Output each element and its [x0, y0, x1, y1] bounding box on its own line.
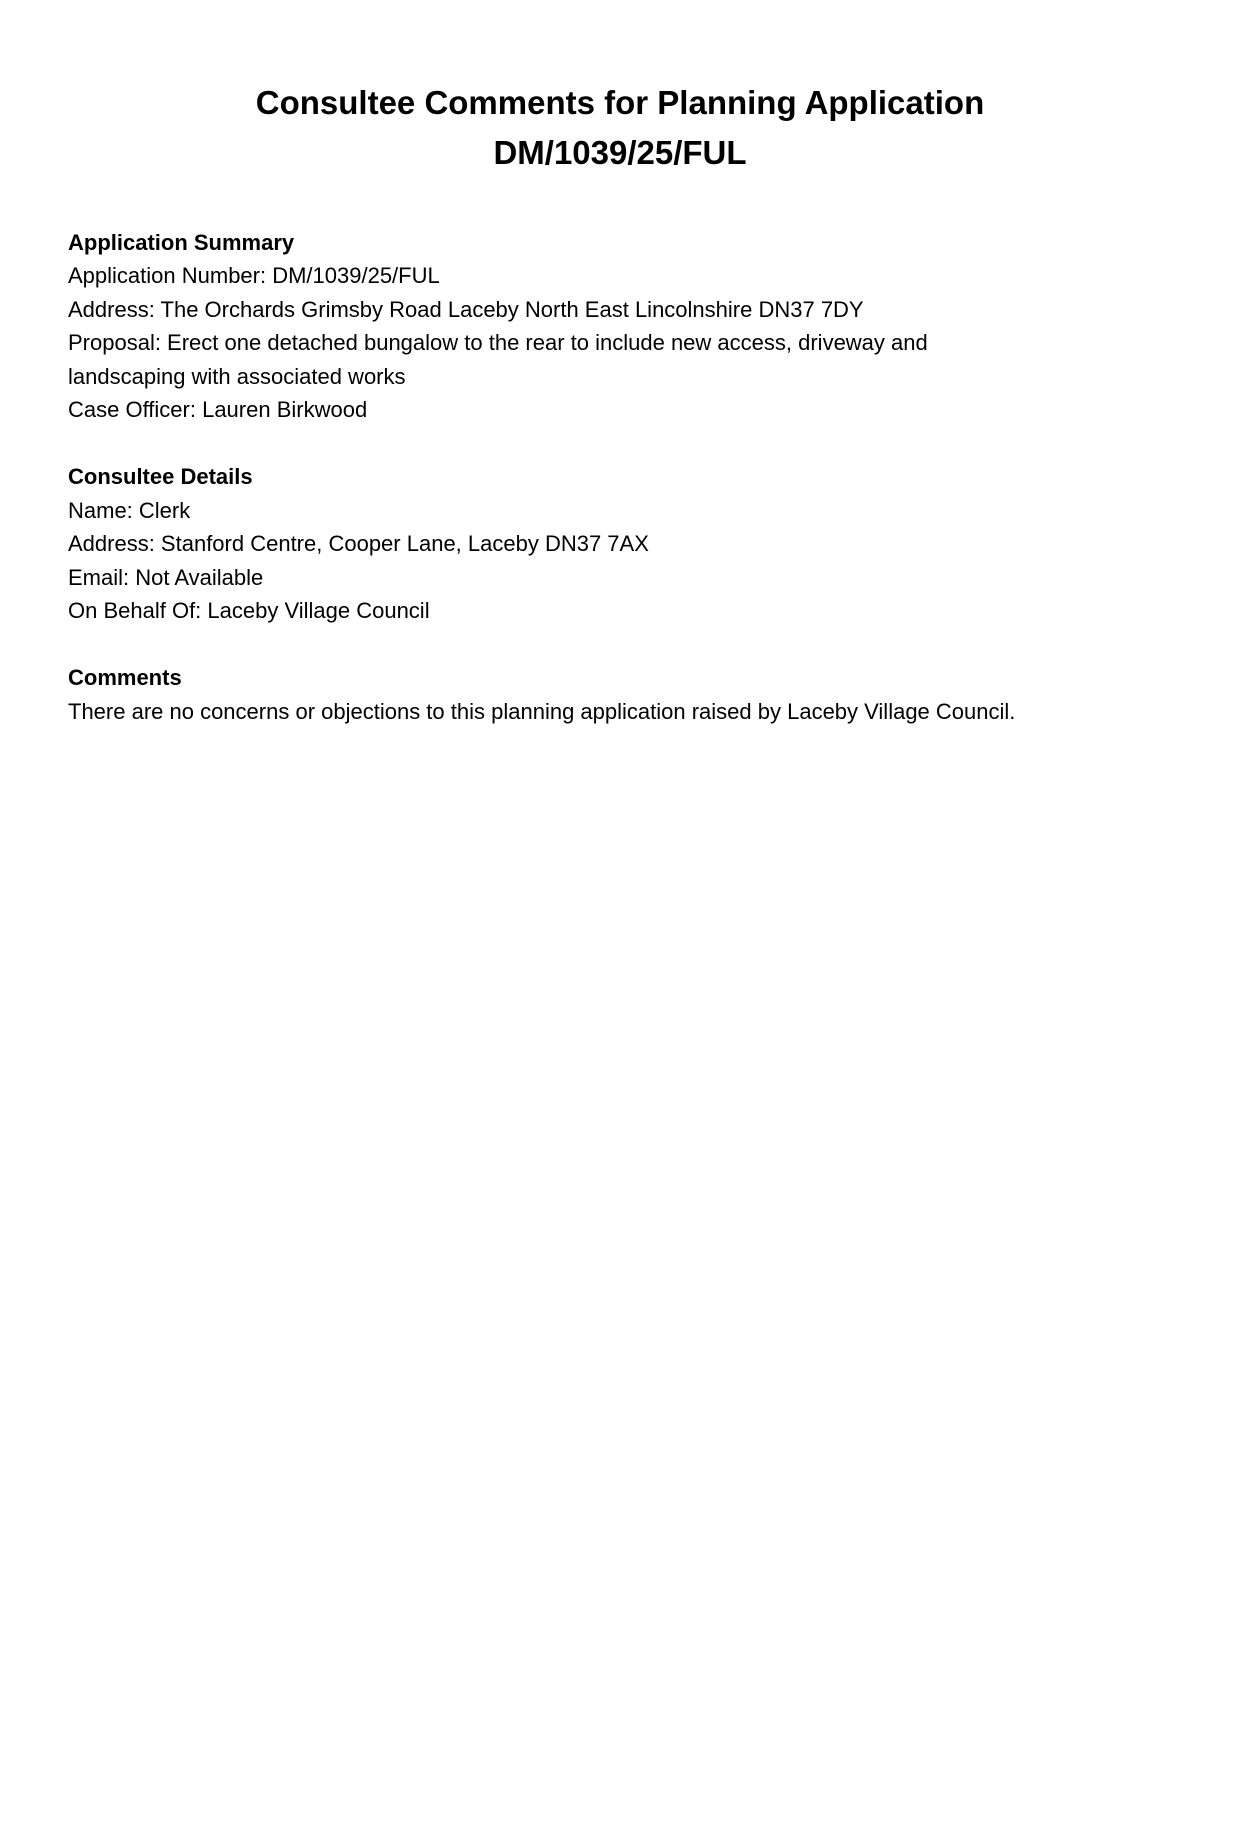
section-application-summary [68, 226, 1030, 426]
comment-text: There are no concerns or objections to this planning application raised by Laceby Village Council. [68, 698, 1016, 724]
document-title-line1: Consultee Comments for Planning Application [255, 84, 985, 121]
section-heading: Consultee Details [68, 464, 253, 490]
document-content [68, 226, 1030, 728]
detail-line-case-officer: Case Officer: Lauren Birkwood [68, 397, 368, 423]
detail-line-proposal: Proposal: Erect one detached bungalow to the rear to include new access, driveway and landscaping with associated works [68, 330, 928, 389]
detail-line-name: Name: Clerk [68, 497, 191, 523]
section-heading: Comments [68, 665, 182, 691]
section-heading: Application Summary [68, 230, 295, 255]
detail-line-email: Email: Not Available [68, 564, 264, 590]
detail-line-on-behalf-of: On Behalf Of: Laceby Village Council [68, 598, 430, 624]
detail-line-application-number: Application Number: DM/1039/25/FUL [68, 263, 440, 289]
section-consultee-details [68, 460, 1030, 627]
document-title-line2: DM/1039/25/FUL [493, 134, 747, 171]
section-comments [68, 661, 1030, 728]
document-title [0, 78, 1240, 178]
document-page [0, 78, 1240, 1833]
detail-line-address: Address: The Orchards Grimsby Road Laceby North East Lincolnshire DN37 7DY [68, 296, 864, 322]
detail-line-consultee-address: Address: Stanford Centre, Cooper Lane, Laceby DN37 7AX [68, 531, 649, 557]
